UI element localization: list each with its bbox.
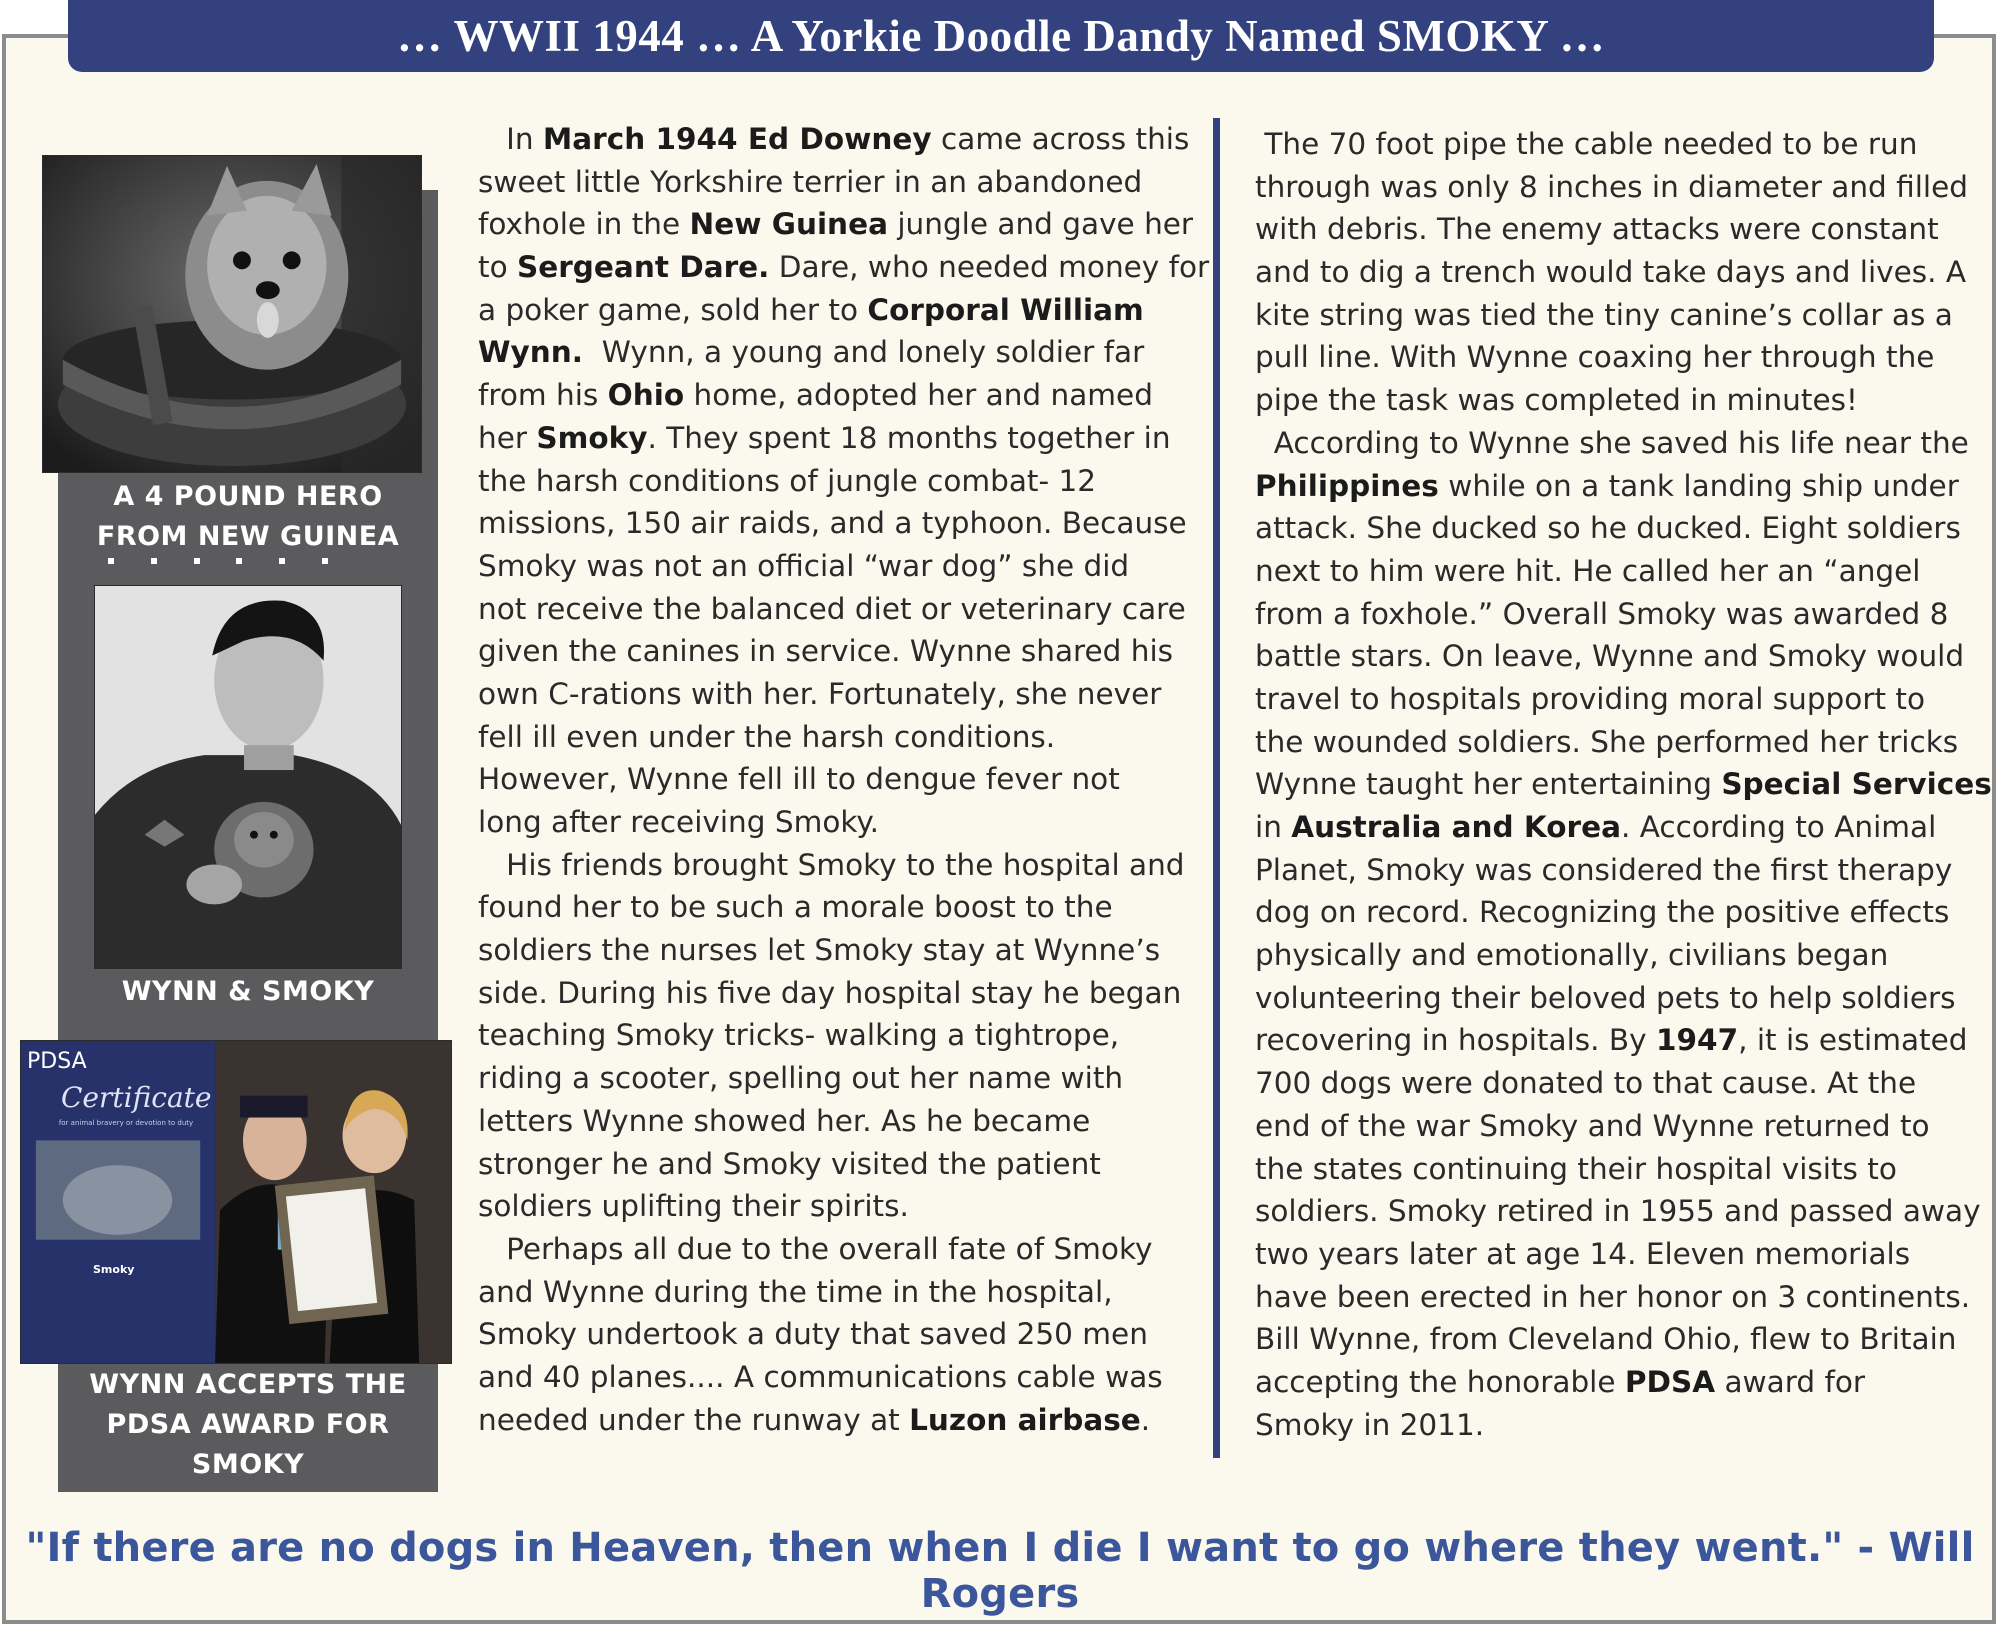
bold-text: March 1944 Ed Downey bbox=[542, 122, 932, 156]
text-run: her bbox=[478, 420, 537, 455]
caption-4-pound-hero bbox=[58, 477, 438, 557]
text-run: Bill Wynne, from Cleveland Ohio, flew to Britain bbox=[1255, 1322, 1957, 1357]
text-run: Wynne taught her entertaining bbox=[1255, 767, 1722, 802]
text-line bbox=[1255, 123, 1992, 166]
text-line bbox=[478, 801, 1209, 844]
text-run: the states continuing their hospital visits to bbox=[1255, 1151, 1897, 1186]
caption-line: SMOKY bbox=[191, 1449, 305, 1480]
text-line bbox=[478, 246, 1209, 289]
article-column-2 bbox=[1255, 123, 1992, 1446]
text-run: foxhole in the bbox=[478, 207, 690, 242]
text-line bbox=[1255, 1190, 1992, 1233]
text-line bbox=[1255, 166, 1992, 209]
text-line bbox=[1255, 422, 1992, 465]
column-divider bbox=[1213, 118, 1220, 1458]
text-line bbox=[478, 374, 1209, 417]
text-run: given the canines in service. Wynne shared his bbox=[478, 634, 1174, 669]
text-run: soldiers. Smoky retired in 1955 and passed away bbox=[1255, 1194, 1981, 1229]
text-run: to bbox=[478, 250, 517, 285]
text-run: through was only 8 inches in diameter and filled bbox=[1255, 169, 1968, 204]
text-run: dog on record. Recognizing the positive effects bbox=[1255, 895, 1950, 930]
text-run: travel to hospitals providing moral support to bbox=[1255, 681, 1926, 716]
text-run: two years later at age 14. Eleven memorials bbox=[1255, 1236, 1911, 1271]
text-line bbox=[478, 1014, 1209, 1057]
text-line bbox=[478, 417, 1209, 460]
text-line bbox=[478, 460, 1209, 503]
text-line bbox=[478, 502, 1209, 545]
text-line bbox=[1255, 1404, 1992, 1447]
text-run: and to dig a trench would take days and lives. A bbox=[1255, 255, 1967, 290]
text-run: Smoky undertook a duty that saved 250 men bbox=[478, 1317, 1148, 1352]
text-run: and Wynne during the time in the hospital, bbox=[478, 1274, 1113, 1309]
page-title: … WWII 1944 … A Yorkie Doodle Dandy Named SMOKY … bbox=[68, 0, 1934, 72]
text-run: . bbox=[1140, 1402, 1151, 1437]
bold-text: New Guinea bbox=[689, 207, 888, 242]
text-run: soldiers uplifting their spirits. bbox=[478, 1189, 909, 1224]
text-line bbox=[1255, 379, 1992, 422]
text-run: home, adopted her and named bbox=[684, 378, 1153, 413]
text-run: letters Wynne showed her. As he became bbox=[478, 1103, 1091, 1138]
text-run: attack. She ducked so he ducked. Eight soldiers bbox=[1255, 511, 1961, 546]
text-run: needed under the runway at bbox=[478, 1402, 910, 1437]
text-line bbox=[1255, 465, 1992, 508]
text-run: found her to be such a morale boost to the bbox=[478, 890, 1113, 925]
text-line bbox=[1255, 593, 1992, 636]
caption-line: PDSA AWARD FOR bbox=[106, 1409, 390, 1440]
text-run: end of the war Smoky and Wynne returned to bbox=[1255, 1108, 1930, 1143]
footer-quote: "If there are no dogs in Heaven, then when I die I want to go where they went." - Will Rogers bbox=[25, 1525, 1975, 1617]
text-run: Planet, Smoky was considered the first therapy bbox=[1255, 852, 1953, 887]
text-line bbox=[1255, 550, 1992, 593]
caption-line: WYNN ACCEPTS THE bbox=[89, 1369, 407, 1400]
text-run: with debris. The enemy attacks were constant bbox=[1255, 212, 1939, 247]
text-run: award for bbox=[1715, 1364, 1866, 1399]
text-line bbox=[478, 1100, 1209, 1143]
text-line bbox=[478, 1185, 1209, 1228]
text-line bbox=[1255, 251, 1992, 294]
text-run: side. During his five day hospital stay he began bbox=[478, 975, 1182, 1010]
photo-dog-in-helmet bbox=[42, 155, 422, 473]
text-run: long after receiving Smoky. bbox=[478, 805, 880, 839]
text-run: the wounded soldiers. She performed her tricks bbox=[1255, 724, 1959, 759]
text-run: accepting the honorable bbox=[1255, 1364, 1625, 1399]
text-line bbox=[478, 844, 1209, 887]
text-run: 700 dogs were donated to that cause. At the bbox=[1255, 1066, 1917, 1101]
photo-wynn-and-smoky bbox=[94, 585, 402, 969]
text-line bbox=[1255, 635, 1992, 678]
text-line bbox=[478, 1356, 1209, 1399]
text-run: Wynn, a young and lonely soldier far bbox=[582, 335, 1145, 370]
text-run: fell ill even under the harsh conditions. bbox=[478, 719, 1056, 754]
text-line bbox=[478, 1399, 1209, 1442]
bold-text: Smoky bbox=[536, 420, 648, 455]
bold-text: Ohio bbox=[607, 378, 685, 413]
text-run: stronger he and Smoky visited the patient bbox=[478, 1146, 1101, 1181]
text-run: have been erected in her honor on 3 continents. bbox=[1255, 1279, 1971, 1314]
text-run: came across this bbox=[931, 122, 1190, 156]
caption-line: A 4 POUND HERO bbox=[113, 481, 383, 512]
text-line bbox=[1255, 977, 1992, 1020]
text-line bbox=[1255, 1019, 1992, 1062]
text-line bbox=[478, 972, 1209, 1015]
text-run: In bbox=[478, 122, 543, 156]
text-line bbox=[1255, 934, 1992, 977]
bold-text: Corporal William bbox=[867, 292, 1144, 327]
text-run: . According to Animal bbox=[1621, 810, 1937, 844]
text-line bbox=[1255, 806, 1992, 849]
bold-text: Sergeant Dare. bbox=[517, 250, 770, 285]
text-line bbox=[1255, 1105, 1992, 1148]
text-run: The 70 foot pipe the cable needed to be run bbox=[1255, 127, 1918, 161]
text-run: the harsh conditions of jungle combat- 12 bbox=[478, 463, 1097, 498]
text-line bbox=[1255, 1233, 1992, 1276]
text-run: missions, 150 air raids, and a typhoon. Because bbox=[478, 506, 1187, 541]
text-run: Smoky was not an official “war dog” she did bbox=[478, 548, 1130, 583]
certificate-name: Smoky bbox=[93, 1263, 135, 1276]
text-line bbox=[1255, 763, 1992, 806]
text-run: Perhaps all due to the overall fate of Smoky bbox=[478, 1231, 1153, 1266]
text-run: , it is estimated bbox=[1738, 1023, 1968, 1058]
text-run: battle stars. On leave, Wynne and Smoky would bbox=[1255, 639, 1965, 674]
text-run: Smoky in 2011. bbox=[1255, 1407, 1485, 1442]
text-run: pipe the task was completed in minutes! bbox=[1255, 383, 1858, 418]
text-line bbox=[478, 118, 1209, 161]
text-run: According to Wynne she saved his life near the bbox=[1255, 425, 1969, 460]
text-run: a poker game, sold her to bbox=[478, 292, 868, 327]
text-line bbox=[478, 630, 1209, 673]
text-line bbox=[478, 161, 1209, 204]
text-run: . They spent 18 months together in bbox=[647, 420, 1171, 455]
text-run: volunteering their beloved pets to help soldiers bbox=[1255, 980, 1956, 1015]
certificate-title: Certificate bbox=[61, 1081, 212, 1114]
text-line bbox=[1255, 1062, 1992, 1105]
text-run: riding a scooter, spelling out her name with bbox=[478, 1061, 1124, 1096]
text-run: from a foxhole.” Overall Smoky was awarded 8 bbox=[1255, 596, 1949, 631]
text-run: own C-rations with her. Fortunately, she never bbox=[478, 676, 1162, 711]
text-line bbox=[478, 1313, 1209, 1356]
text-line bbox=[1255, 1318, 1992, 1361]
bold-text: Philippines bbox=[1255, 468, 1439, 503]
text-run: soldiers the nurses let Smoky stay at Wynne’s bbox=[478, 933, 1161, 968]
text-run: not receive the balanced diet or veterinary care bbox=[478, 591, 1186, 626]
text-run: and 40 planes.... A communications cable was bbox=[478, 1359, 1163, 1394]
text-line bbox=[478, 545, 1209, 588]
text-run: while on a tank landing ship under bbox=[1438, 468, 1959, 503]
text-line bbox=[1255, 1276, 1992, 1319]
bold-text: 1947 bbox=[1655, 1023, 1739, 1058]
bold-text: Wynn. bbox=[478, 335, 583, 370]
text-line bbox=[1255, 678, 1992, 721]
caption-line: FROM NEW GUINEA bbox=[96, 521, 400, 552]
photo-pdsa-award bbox=[20, 1040, 452, 1364]
text-line bbox=[478, 886, 1209, 929]
text-line bbox=[478, 1143, 1209, 1186]
text-run: recovering in hospitals. By bbox=[1255, 1023, 1656, 1058]
text-line bbox=[1255, 849, 1992, 892]
certificate-subtitle: for animal bravery or devotion to duty bbox=[58, 1119, 194, 1127]
text-line bbox=[478, 1271, 1209, 1314]
text-run: from his bbox=[478, 378, 608, 413]
bold-text: Luzon airbase bbox=[909, 1402, 1141, 1437]
bold-text: PDSA bbox=[1624, 1364, 1716, 1399]
text-run: next to him were hit. He called her an “angel bbox=[1255, 553, 1921, 588]
text-run: sweet little Yorkshire terrier in an abandoned bbox=[478, 164, 1143, 199]
text-run: kite string was tied the tiny canine’s collar as a bbox=[1255, 297, 1953, 332]
text-run: His friends brought Smoky to the hospital and bbox=[478, 847, 1185, 882]
text-run: pull line. With Wynne coaxing her through the bbox=[1255, 340, 1935, 375]
text-line bbox=[1255, 1361, 1992, 1404]
caption-wynn-and-smoky bbox=[58, 972, 438, 1012]
bold-text: Special Services bbox=[1721, 767, 1992, 802]
text-line bbox=[1255, 891, 1992, 934]
caption-line: WYNN & SMOKY bbox=[121, 976, 375, 1007]
text-line bbox=[478, 929, 1209, 972]
text-line bbox=[478, 331, 1209, 374]
text-line bbox=[478, 289, 1209, 332]
text-line bbox=[478, 673, 1209, 716]
text-line bbox=[1255, 294, 1992, 337]
text-line bbox=[478, 758, 1209, 801]
caption-pdsa-award bbox=[58, 1365, 438, 1485]
text-run: physically and emotionally, civilians began bbox=[1255, 938, 1889, 973]
bold-text: Australia and Korea bbox=[1291, 810, 1621, 844]
text-run: jungle and gave her bbox=[887, 207, 1194, 242]
text-run: teaching Smoky tricks- walking a tightrope, bbox=[478, 1018, 1120, 1053]
certificate-org: PDSA bbox=[27, 1049, 87, 1074]
article-column-1 bbox=[478, 118, 1209, 1441]
text-line bbox=[1255, 336, 1992, 379]
text-line bbox=[478, 1228, 1209, 1271]
text-run: Dare, who needed money for bbox=[769, 250, 1210, 285]
text-line bbox=[1255, 1148, 1992, 1191]
text-line bbox=[1255, 507, 1992, 550]
text-line bbox=[478, 716, 1209, 759]
decorative-dots bbox=[108, 558, 328, 568]
text-line bbox=[478, 588, 1209, 631]
text-line bbox=[478, 203, 1209, 246]
text-line bbox=[478, 1057, 1209, 1100]
text-run: However, Wynne fell ill to dengue fever not bbox=[478, 762, 1120, 797]
text-run: in bbox=[1255, 810, 1292, 844]
text-line bbox=[1255, 721, 1992, 764]
text-line bbox=[1255, 208, 1992, 251]
